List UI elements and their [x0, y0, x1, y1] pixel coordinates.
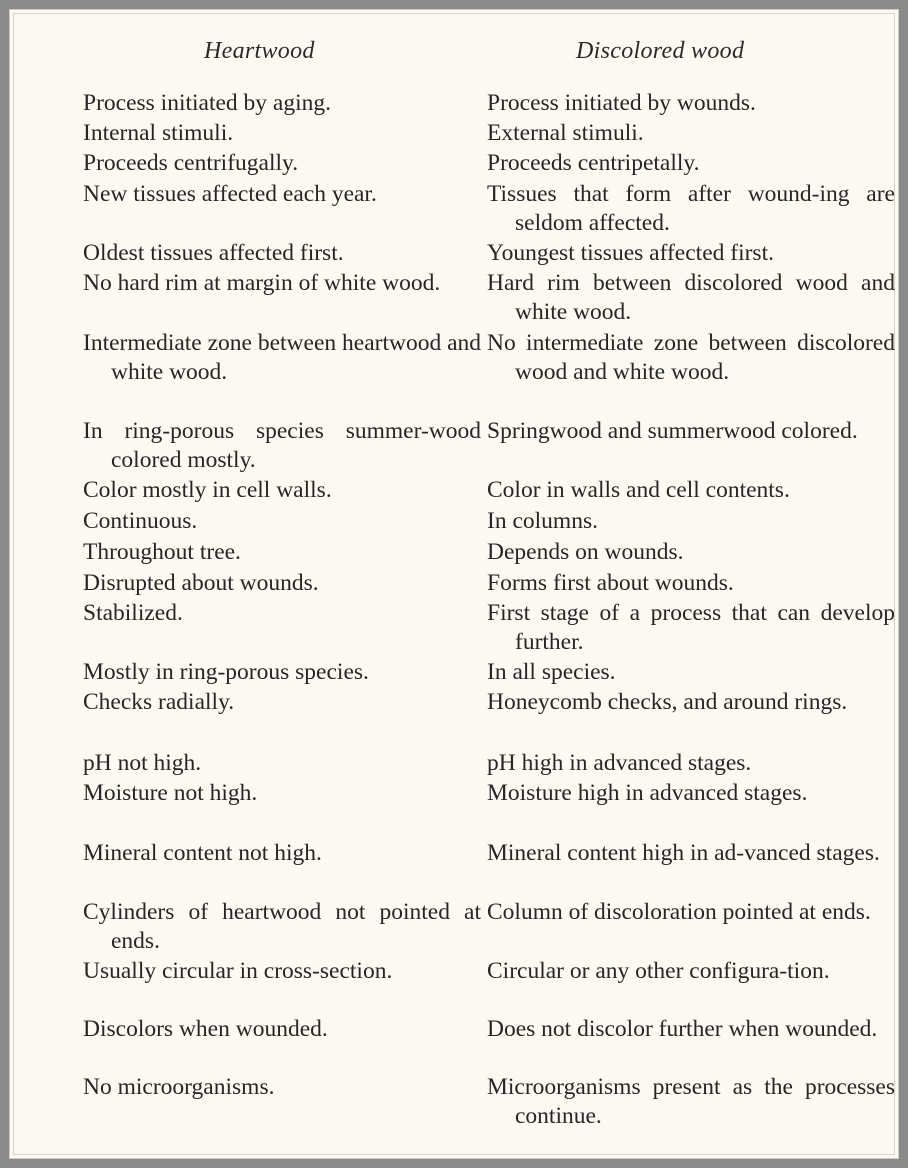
discolored-wood-cell: In all species. — [487, 659, 616, 685]
heartwood-cell: pH not high. — [83, 750, 202, 776]
heartwood-cell: Color mostly in cell walls. — [83, 477, 332, 503]
discolored-wood-cell: Circular or any other configura-tion. — [487, 958, 830, 984]
discolored-wood-cell: In columns. — [487, 508, 598, 534]
heartwood-cell: Continuous. — [83, 508, 198, 534]
discolored-wood-cell: Proceeds centripetally. — [487, 150, 700, 176]
discolored-wood-cell: Honeycomb checks, and around rings. — [487, 689, 848, 715]
heartwood-cell: No microorganisms. — [83, 1074, 275, 1100]
discolored-wood-cell: No intermediate zone between discolored wood and white wood. — [487, 330, 895, 385]
discolored-wood-cell: Process initiated by wounds. — [487, 90, 756, 116]
discolored-wood-cell: pH high in advanced stages. — [487, 750, 752, 776]
discolored-wood-cell: Forms first about wounds. — [487, 570, 734, 596]
heartwood-cell: Intermediate zone between heartwood and white wood. — [83, 330, 482, 385]
heartwood-cell: Oldest tissues affected first. — [83, 240, 344, 266]
column-header-heartwood: Heartwood — [204, 38, 315, 64]
heartwood-cell: Mineral content not high. — [83, 840, 322, 866]
discolored-wood-cell: Mineral content high in ad-vanced stages. — [487, 840, 880, 866]
discolored-wood-cell: Hard rim between discolored wood and white wood. — [487, 270, 895, 325]
heartwood-cell: New tissues affected each year. — [83, 181, 377, 207]
discolored-wood-cell: Springwood and summerwood colored. — [487, 418, 858, 444]
heartwood-cell: Disrupted about wounds. — [83, 570, 319, 596]
discolored-wood-cell: Youngest tissues affected first. — [487, 240, 774, 266]
discolored-wood-cell: Tissues that form after wound-ing are seldom affected. — [487, 181, 895, 236]
discolored-wood-cell: Microorganisms present as the processes continue. — [487, 1074, 895, 1129]
heartwood-cell: Mostly in ring-porous species. — [83, 659, 369, 685]
heartwood-cell: Checks radially. — [83, 689, 235, 715]
discolored-wood-cell: Depends on wounds. — [487, 539, 684, 565]
heartwood-cell: Stabilized. — [83, 600, 183, 626]
discolored-wood-cell: Moisture high in advanced stages. — [487, 780, 808, 806]
heartwood-cell: Internal stimuli. — [83, 120, 234, 146]
heartwood-cell: Discolors when wounded. — [83, 1016, 328, 1042]
heartwood-cell: Throughout tree. — [83, 539, 241, 565]
discolored-wood-cell: Column of discoloration pointed at ends. — [487, 899, 871, 925]
discolored-wood-cell: First stage of a process that can develop further. — [487, 600, 895, 655]
heartwood-cell: Proceeds centrifugally. — [83, 150, 299, 176]
heartwood-cell: In ring-porous species summer-wood colored mostly. — [83, 418, 481, 473]
heartwood-cell: No hard rim at margin of white wood. — [83, 270, 441, 296]
heartwood-cell: Cylinders of heartwood not pointed at ends. — [83, 899, 481, 954]
column-header-discolored-wood: Discolored wood — [576, 38, 745, 64]
heartwood-cell: Process initiated by aging. — [83, 90, 332, 116]
document-page — [9, 9, 899, 1159]
heartwood-cell: Usually circular in cross-section. — [83, 958, 393, 984]
discolored-wood-cell: Does not discolor further when wounded. — [487, 1016, 878, 1042]
heartwood-cell: Moisture not high. — [83, 780, 258, 806]
discolored-wood-cell: External stimuli. — [487, 120, 644, 146]
discolored-wood-cell: Color in walls and cell contents. — [487, 477, 790, 503]
